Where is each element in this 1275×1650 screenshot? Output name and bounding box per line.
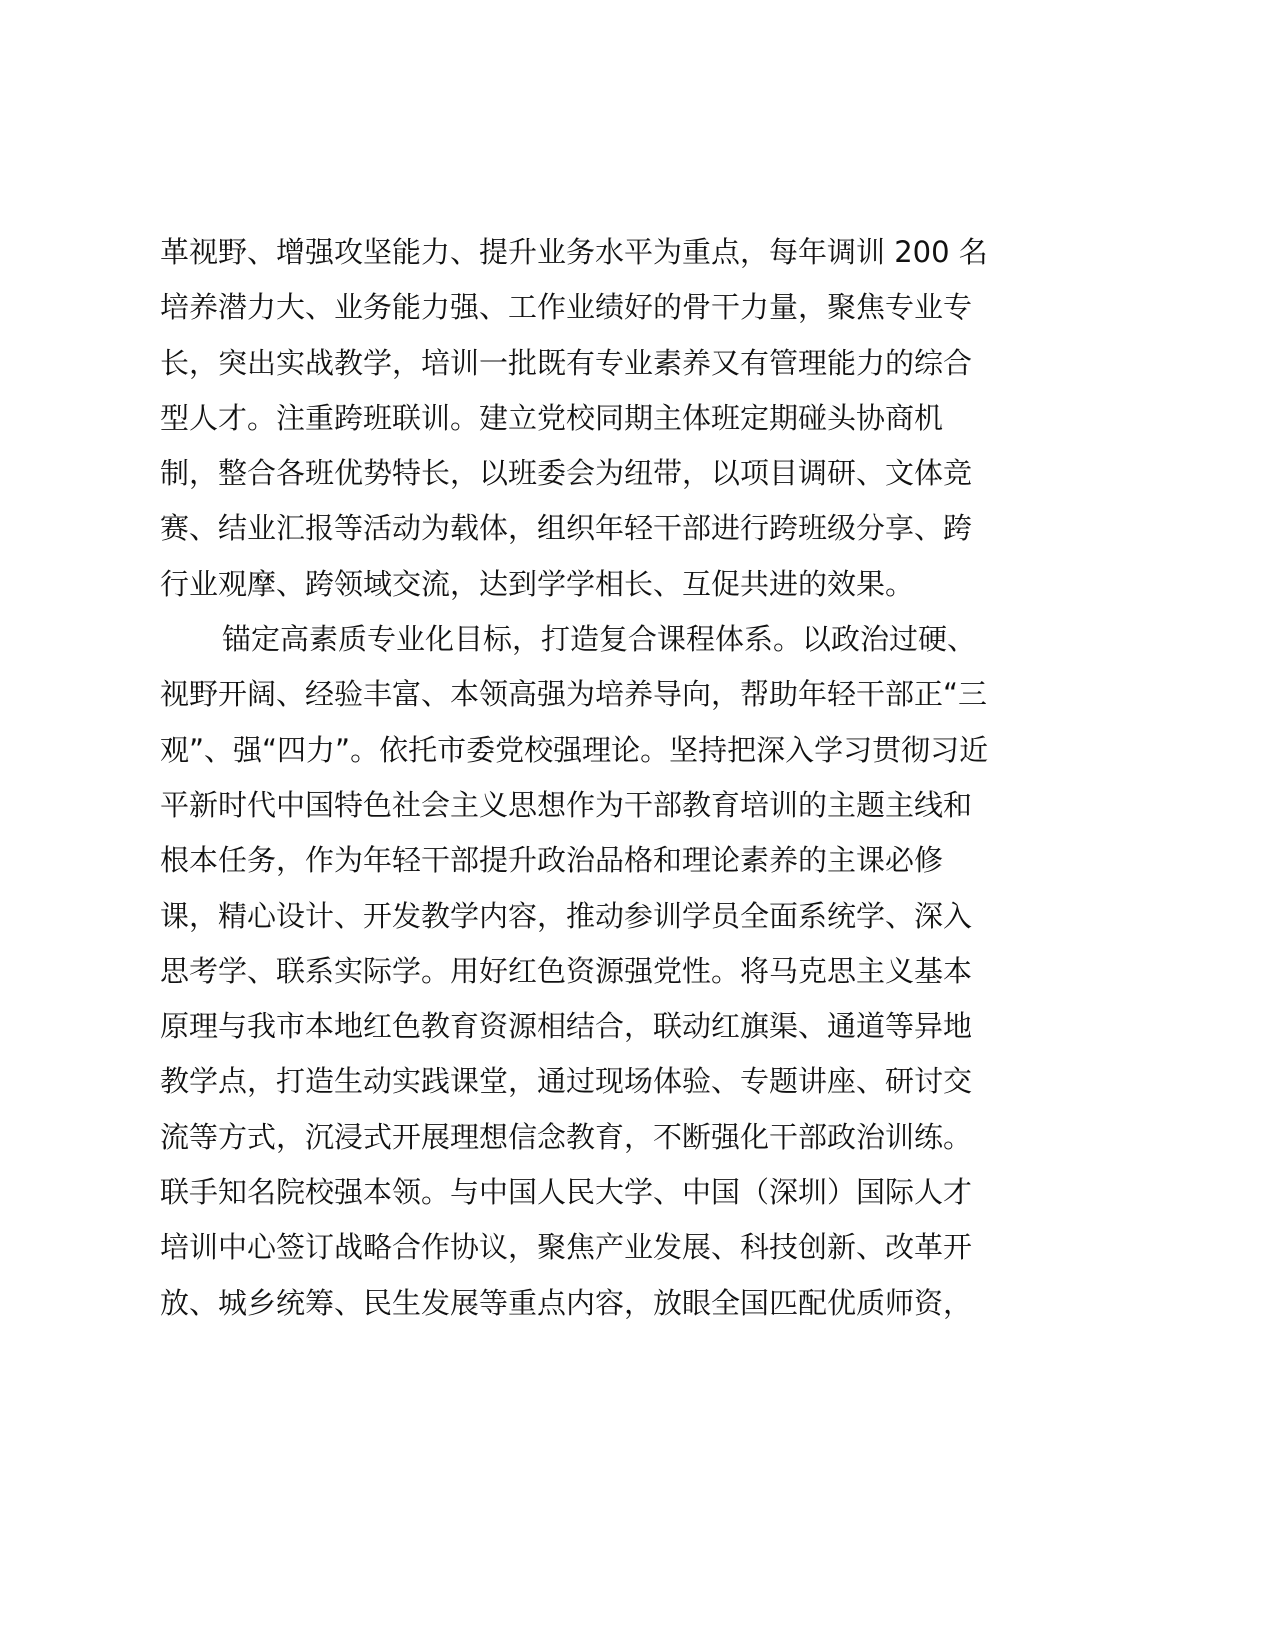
text-line: 赛、结业汇报等活动为载体，组织年轻干部进行跨班级分享、跨: [160, 511, 973, 546]
text-line: 教学点，打造生动实践课堂，通过现场体验、专题讲座、研讨交: [160, 1064, 973, 1099]
text-line: 长，突出实战教学，培训一批既有专业素养又有管理能力的综合: [160, 345, 973, 380]
text-line: 培养潜力大、业务能力强、工作业绩好的骨干力量，聚焦专业专: [160, 290, 973, 325]
text-line: 型人才。注重跨班联训。建立党校同期主体班定期碰头协商机: [160, 400, 944, 435]
text-line: 制，整合各班优势特长，以班委会为纽带，以项目调研、文体竞: [160, 456, 973, 491]
text-line: 观”、强“四力”。依托市委党校强理论。坚持把深入学习贯彻习近: [160, 732, 989, 767]
text-line: 革视野、增强攻坚能力、提升业务水平为重点，每年调训 200 名: [160, 235, 988, 269]
text-line: 根本任务，作为年轻干部提升政治品格和理论素养的主课必修: [160, 843, 944, 878]
text-line: 视野开阔、经验丰富、本领高强为培养导向，帮助年轻干部正“三: [160, 677, 988, 712]
text-line: 原理与我市本地红色教育资源相结合，联动红旗渠、通道等异地: [160, 1009, 973, 1044]
text-line: 思考学、联系实际学。用好红色资源强党性。将马克思主义基本: [160, 953, 973, 988]
text-line: 平新时代中国特色社会主义思想作为干部教育培训的主题主线和: [160, 787, 973, 822]
text-line: 培训中心签订战略合作协议，聚焦产业发展、科技创新、改革开: [160, 1230, 973, 1265]
text-line: 流等方式，沉浸式开展理想信念教育，不断强化干部政治训练。: [160, 1119, 973, 1154]
text-line: 联手知名院校强本领。与中国人民大学、中国（深圳）国际人才: [160, 1175, 973, 1210]
text-line: 放、城乡统筹、民生发展等重点内容，放眼全国匹配优质师资，: [160, 1285, 973, 1320]
text-line: 课，精心设计、开发教学内容，推动参训学员全面系统学、深入: [160, 898, 973, 933]
text-line: 行业观摩、跨领域交流，达到学学相长、互促共进的效果。: [160, 566, 915, 601]
paragraph-first-line: 锚定高素质专业化目标，打造复合课程体系。以政治过硬、: [222, 622, 977, 657]
body-text: [160, 225, 1120, 1331]
